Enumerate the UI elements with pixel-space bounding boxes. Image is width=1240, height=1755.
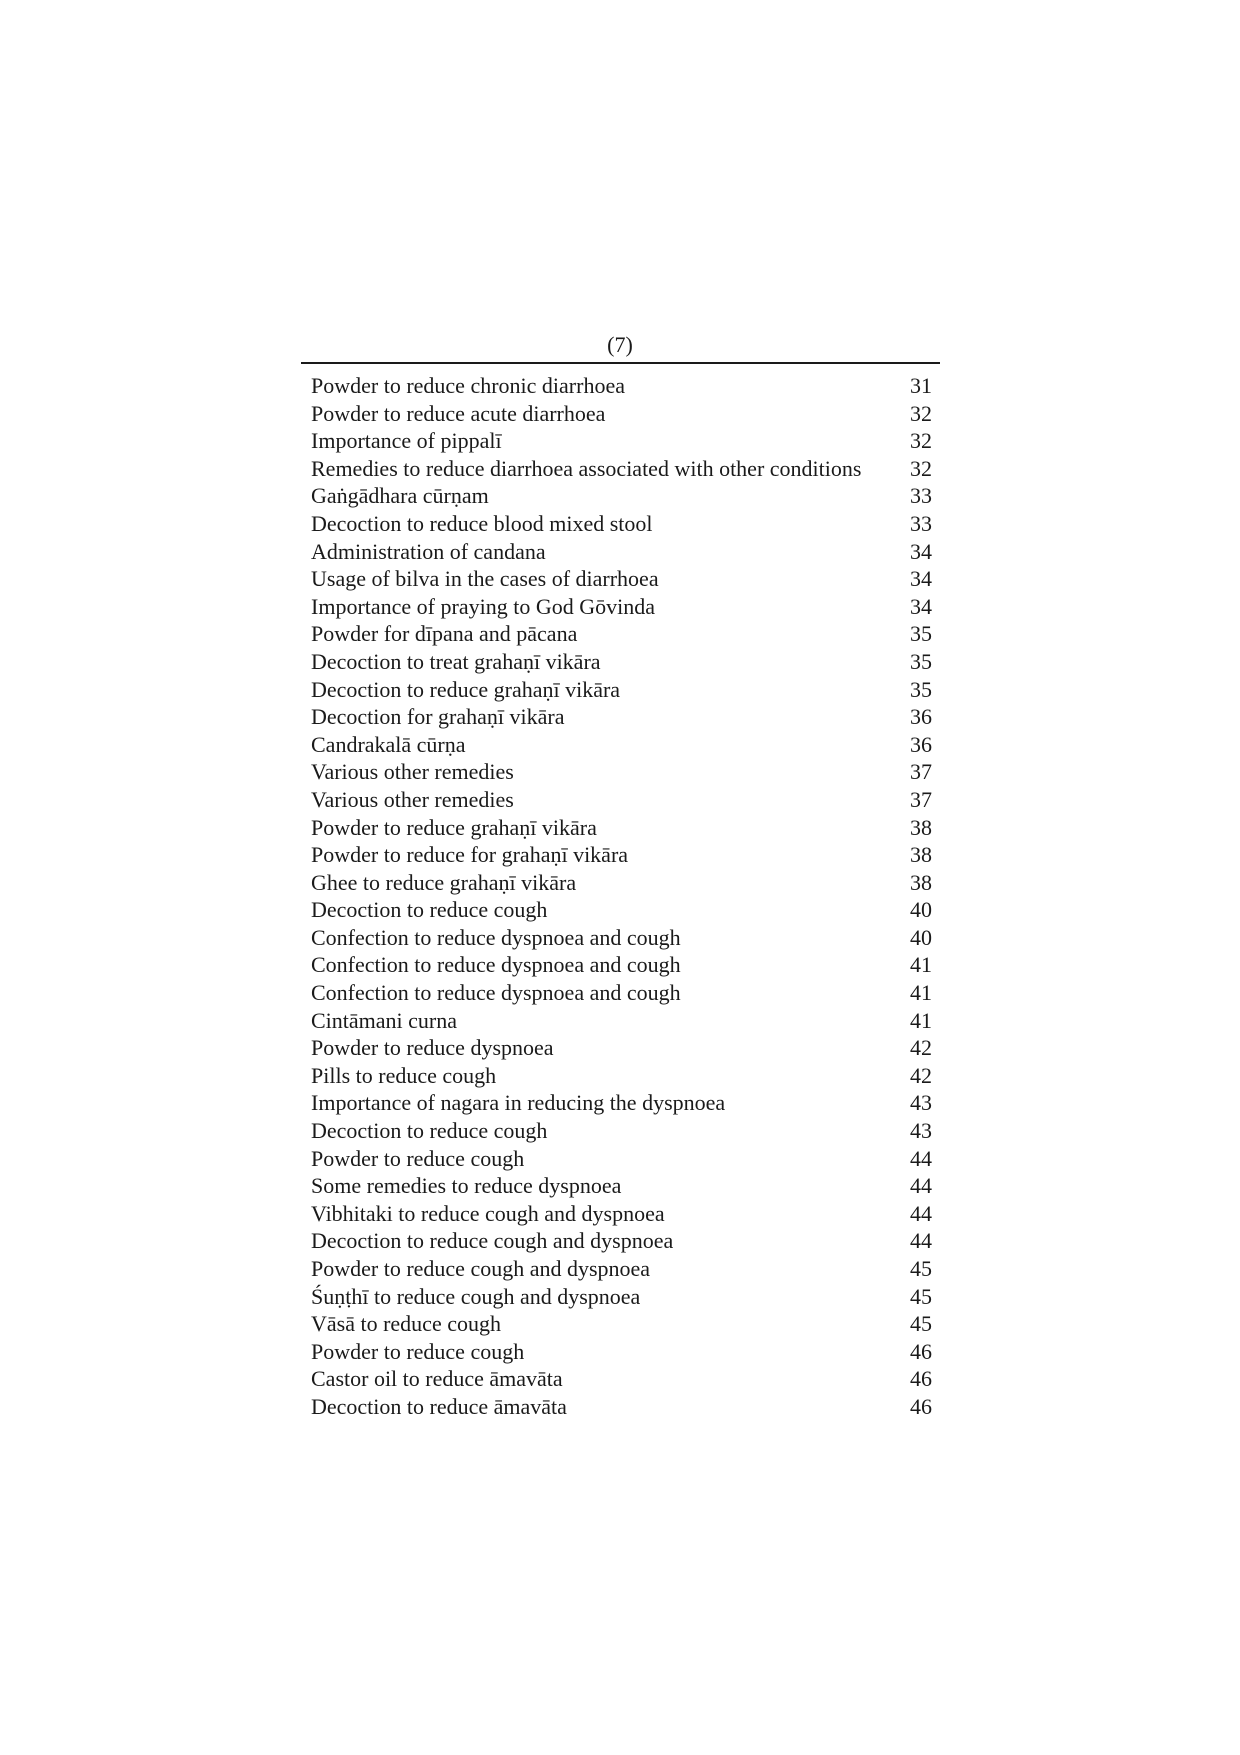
toc-entry-page: 32 [910, 428, 932, 454]
toc-entry [311, 814, 932, 842]
toc-entry-title: Powder to reduce cough and dyspnoea [311, 1256, 651, 1281]
toc-entry [311, 1310, 932, 1338]
toc-entry [311, 703, 932, 731]
toc-entry-title: Vāsā to reduce cough [311, 1311, 501, 1337]
toc-entry [311, 676, 932, 704]
toc-entry-title: Castor oil to reduce āmavāta [311, 1366, 563, 1392]
toc-entry [311, 1227, 932, 1255]
toc-entry-page: 41 [910, 1007, 932, 1033]
toc-entry-page: 32 [910, 455, 932, 481]
toc-entry-page: 34 [910, 566, 932, 592]
table-of-contents [311, 372, 932, 1421]
toc-entry [311, 482, 932, 510]
toc-entry-title: Powder to reduce grahaṇī vikāra [311, 814, 597, 840]
toc-entry [311, 1145, 932, 1173]
toc-entry-page: 37 [910, 759, 932, 785]
toc-entry [311, 1283, 932, 1311]
toc-entry [311, 455, 932, 483]
toc-entry-title: Decoction to treat grahaṇī vikāra [311, 648, 601, 674]
toc-entry-title: Powder to reduce for grahaṇī vikāra [311, 842, 629, 868]
toc-entry-page: 38 [910, 814, 932, 840]
toc-entry-page: 45 [910, 1283, 932, 1309]
toc-entry-title: Various other remedies [311, 786, 514, 812]
toc-entry-title: Decoction for grahaṇī vikāra [311, 704, 565, 730]
toc-entry-title: Decoction to reduce cough and dyspnoea [311, 1228, 674, 1254]
toc-entry-title: Powder to reduce dyspnoea [311, 1035, 554, 1061]
toc-entry-page: 46 [910, 1393, 932, 1419]
toc-entry-title: Pills to reduce cough [311, 1062, 497, 1088]
toc-entry-page: 44 [910, 1200, 932, 1226]
toc-entry-page: 42 [910, 1035, 932, 1061]
toc-entry-title: Powder to reduce cough [311, 1338, 525, 1364]
toc-entry [311, 1062, 932, 1090]
toc-entry-page: 43 [910, 1090, 932, 1116]
toc-entry-page: 40 [910, 897, 932, 923]
toc-entry [311, 372, 932, 400]
toc-entry [311, 620, 932, 648]
toc-entry-title: Powder to reduce cough [311, 1145, 525, 1171]
toc-entry-title: Administration of candana [311, 538, 546, 564]
toc-entry [311, 538, 932, 566]
toc-entry [311, 1089, 932, 1117]
toc-entry [311, 731, 932, 759]
toc-entry-page: 34 [910, 593, 932, 619]
toc-entry-page: 44 [910, 1145, 932, 1171]
toc-entry [311, 427, 932, 455]
toc-entry-title: Decoction to reduce cough [311, 1118, 548, 1144]
toc-entry-page: 35 [910, 648, 932, 674]
toc-entry [311, 1200, 932, 1228]
toc-entry-page: 34 [910, 538, 932, 564]
toc-entry [311, 896, 932, 924]
toc-entry [311, 510, 932, 538]
toc-entry-page: 44 [910, 1173, 932, 1199]
toc-entry-title: Various other remedies [311, 759, 514, 785]
toc-entry-title: Ghee to reduce grahaṇī vikāra [311, 869, 577, 895]
toc-entry-page: 31 [910, 373, 932, 398]
toc-entry-title: Decoction to reduce blood mixed stool [311, 510, 653, 536]
toc-entry-title: Gaṅgādhara cūrṇam [311, 483, 489, 509]
toc-entry [311, 924, 932, 952]
toc-entry [311, 1172, 932, 1200]
toc-entry [311, 1007, 932, 1035]
toc-entry-title: Importance of praying to God Gōvinda [311, 593, 655, 619]
toc-entry-page: 43 [910, 1118, 932, 1144]
toc-entry-page: 35 [910, 676, 932, 702]
toc-entry-title: Decoction to reduce cough [311, 897, 548, 923]
toc-entry-title: Candrakalā cūrṇa [311, 731, 466, 757]
toc-entry-title: Usage of bilva in the cases of diarrhoea [311, 566, 659, 592]
toc-entry-page: 32 [910, 400, 932, 426]
toc-entry [311, 951, 932, 979]
toc-entry-page: 45 [910, 1311, 932, 1337]
toc-entry-page: 42 [910, 1062, 932, 1088]
toc-entry-title: Powder to reduce acute diarrhoea [311, 400, 606, 426]
toc-entry-title: Some remedies to reduce dyspnoea [311, 1173, 622, 1199]
toc-entry-page: 41 [910, 952, 932, 978]
toc-entry-title: Powder for dīpana and pācana [311, 621, 578, 647]
toc-entry-page: 35 [910, 621, 932, 647]
toc-entry-title: Importance of pippalī [311, 428, 502, 454]
toc-entry-title: Confection to reduce dyspnoea and cough [311, 980, 681, 1006]
toc-entry-title: Cintāmani curna [311, 1007, 458, 1033]
toc-entry [311, 1117, 932, 1145]
toc-entry-page: 44 [910, 1228, 932, 1254]
toc-entry-title: Remedies to reduce diarrhoea associated with other conditions [311, 455, 862, 481]
toc-entry-page: 46 [910, 1338, 932, 1364]
toc-entry-page: 36 [910, 731, 932, 757]
toc-entry [311, 786, 932, 814]
toc-entry-title: Powder to reduce chronic diarrhoea [311, 373, 625, 398]
toc-entry-title: Confection to reduce dyspnoea and cough [311, 952, 681, 978]
toc-entry-title: Śuṇṭhī to reduce cough and dyspnoea [311, 1283, 641, 1309]
toc-entry-title: Vibhitaki to reduce cough and dyspnoea [311, 1200, 665, 1226]
toc-entry [311, 593, 932, 621]
toc-entry-page: 38 [910, 869, 932, 895]
toc-entry-page: 40 [910, 924, 932, 950]
toc-entry-page: 41 [910, 980, 932, 1006]
toc-entry [311, 979, 932, 1007]
toc-entry-title: Decoction to reduce grahaṇī vikāra [311, 676, 621, 702]
toc-entry [311, 869, 932, 897]
toc-entry-page: 37 [910, 786, 932, 812]
toc-entry [311, 400, 932, 428]
page-number: (7) [607, 332, 633, 357]
toc-entry-page: 36 [910, 704, 932, 730]
toc-entry [311, 1365, 932, 1393]
toc-entry [311, 1034, 932, 1062]
toc-entry [311, 1338, 932, 1366]
toc-entry [311, 841, 932, 869]
toc-entry-title: Importance of nagara in reducing the dyspnoea [311, 1090, 726, 1116]
toc-entry-page: 33 [910, 483, 932, 509]
toc-entry [311, 648, 932, 676]
toc-entry [311, 1255, 932, 1283]
toc-entry-page: 33 [910, 510, 932, 536]
toc-entry-title: Confection to reduce dyspnoea and cough [311, 924, 681, 950]
toc-entry [311, 758, 932, 786]
header-rule [301, 362, 940, 364]
toc-entry-title: Decoction to reduce āmavāta [311, 1393, 567, 1419]
toc-entry-page: 46 [910, 1366, 932, 1392]
toc-entry [311, 565, 932, 593]
toc-entry-page: 45 [910, 1256, 932, 1281]
toc-entry [311, 1393, 932, 1421]
toc-entry-page: 38 [910, 842, 932, 868]
